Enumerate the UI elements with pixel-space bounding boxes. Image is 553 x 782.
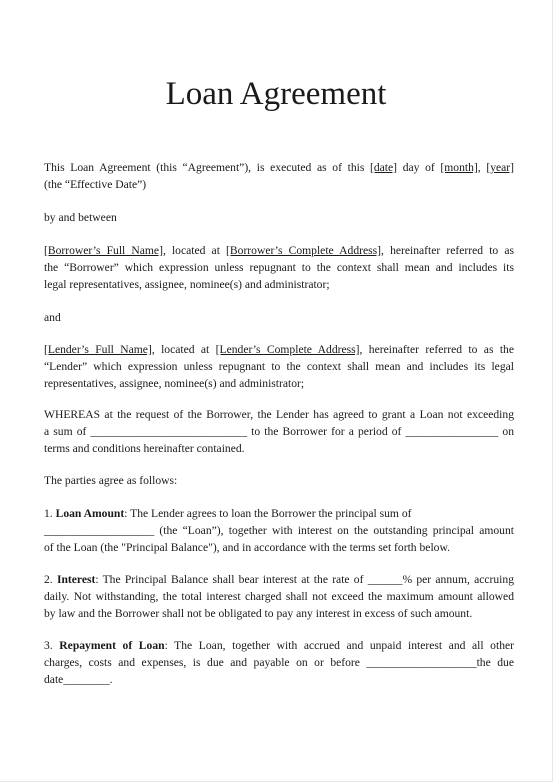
clause-number: 3. (44, 639, 60, 652)
intro-line-1 (44, 159, 514, 176)
clause-1-line-3: of the Loan (the "Principal Balance"), and in accordance with the terms set forth below. (44, 541, 450, 554)
borrower-text: , located at (162, 244, 227, 257)
date-placeholder: [date] (370, 161, 398, 174)
clause-interest (44, 571, 514, 622)
lender-address-placeholder: [Lender’s Complete Address] (215, 343, 360, 356)
borrower-name-placeholder: [Borrower’s Full Name] (44, 244, 163, 257)
clause-heading: Repayment of Loan (59, 639, 165, 652)
lender-line-2: “Lender” which expression unless repugnant to the context shall mean and includes its legal (44, 360, 514, 373)
borrower-line-3: legal representatives, assignee, nominee(s) and administrator; (44, 278, 330, 291)
clause-2-line-1 (44, 571, 514, 588)
intro-paragraph (44, 159, 514, 193)
borrower-address-placeholder: [Borrower’s Complete Address] (226, 244, 382, 257)
whereas-paragraph (44, 406, 514, 457)
whereas-line-3: terms and conditions hereinafter contained. (44, 442, 245, 455)
lender-name-placeholder: [Lender’s Full Name] (44, 343, 152, 356)
clause-heading: Loan Amount (55, 507, 125, 520)
lender-line-1 (44, 341, 514, 358)
intro-text: This Loan Agreement (this “Agreement”), is executed as of this (44, 161, 370, 174)
month-placeholder: [month] (440, 161, 478, 174)
clause-1-line-1 (44, 505, 514, 522)
clause-text: : The Loan, together with accrued and unpaid interest and all other (164, 639, 515, 652)
clause-3-line-1 (44, 637, 514, 654)
borrower-paragraph (44, 242, 514, 293)
borrower-line-1 (44, 242, 514, 259)
clause-number: 1. (44, 507, 56, 520)
by-and-between: by and between (44, 211, 117, 224)
document-title: Loan Agreement (165, 76, 387, 112)
clause-text: : The Lender agrees to loan the Borrower the principal sum of (124, 507, 412, 520)
lender-paragraph (44, 341, 514, 392)
clause-number: 2. (44, 573, 57, 586)
borrower-text: , hereinafter referred to as (381, 244, 514, 257)
and-separator: and (44, 311, 61, 324)
borrower-line-2: the “Borrower” which expression unless repugnant to the context shall mean and includes its (44, 261, 514, 274)
clause-1-line-2: ___________________ (the “Loan”), together with interest on the outstanding principal amount (44, 524, 514, 537)
clause-3-line-2: charges, costs and expenses, is due and payable on or before ___________________the due (44, 656, 514, 669)
clause-repayment (44, 637, 514, 688)
lender-text: , located at (151, 343, 216, 356)
lender-text: , hereinafter referred to as the (359, 343, 514, 356)
clause-3-line-3: date________. (44, 673, 113, 686)
clause-text: : The Principal Balance shall bear interest at the rate of ______% per annum, accruing (95, 573, 514, 586)
lender-line-3: representatives, assignee, nominee(s) and administrator; (44, 377, 305, 390)
year-placeholder: [year] (486, 161, 514, 174)
intro-text: day of (397, 161, 441, 174)
clause-2-line-2: daily. Not withstanding, the total interest charged shall not exceed the maximum amount allowed (44, 590, 514, 603)
clause-loan-amount (44, 505, 514, 556)
intro-text: , (477, 161, 487, 174)
effective-date-line: (the “Effective Date”) (44, 178, 147, 191)
clause-2-line-3: by law and the Borrower shall not be obligated to pay any interest in excess of such amount. (44, 607, 473, 620)
clause-heading: Interest (56, 573, 96, 586)
whereas-line-2: a sum of ___________________________ to the Borrower for a period of ________________ on (44, 425, 514, 438)
whereas-line-1: WHEREAS at the request of the Borrower, the Lender has agreed to grant a Loan not exceeding (44, 408, 514, 421)
parties-agree: The parties agree as follows: (44, 474, 178, 487)
